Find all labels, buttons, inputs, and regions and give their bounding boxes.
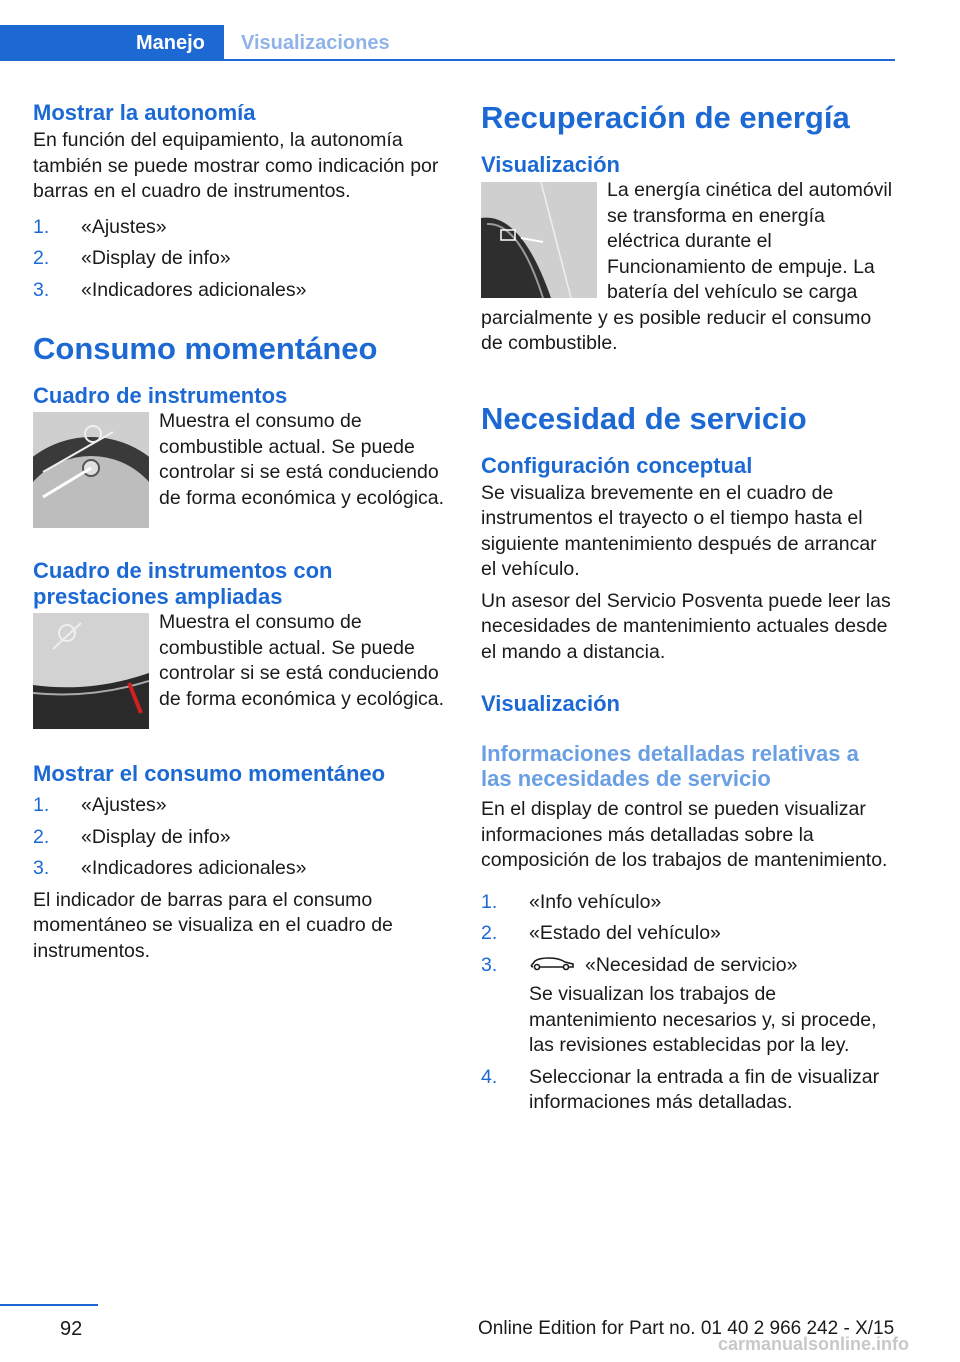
config-text-1: Se visualiza brevemente en el cuadro de instrumentos el trayecto o el tiempo hasta el siguiente mantenimiento después de arrancar el vehículo. — [481, 481, 877, 580]
header-rule — [224, 59, 895, 61]
servicio-heading: Necesidad de servicio — [481, 400, 807, 436]
header-tab-visualizaciones[interactable]: Visualizaciones — [241, 32, 390, 54]
edition-text: Online Edition for Part no. 01 40 2 966 242 - X/15 — [478, 1318, 895, 1339]
car-outline-icon — [529, 953, 575, 979]
list-item: 3. «Necesidad de servicio» Se visualizan los trabajos de mantenimiento necesarios y, si procede, las revisiones establecidas por la ley. — [481, 953, 895, 1059]
step-3-subtext: Se visualizan los trabajos de mantenimiento necesarios y, si procede, las revisiones establecidas por la ley. — [529, 983, 877, 1057]
list-item: 1. «Info vehículo» — [481, 890, 662, 913]
cuadro-text: Muestra el consumo de combustible actual. Se puede controlar si se está conduciendo de forma económica y ecológica. — [159, 410, 445, 509]
info-heading: Informaciones detalladas relativas a las necesidades de servicio — [481, 741, 859, 791]
ampliadas-figure-block — [33, 610, 451, 733]
watermark: carmanualsonline.info — [718, 1334, 910, 1354]
list-item: 1. «Ajustes» — [33, 794, 167, 816]
page-number: 92 — [60, 1318, 83, 1340]
servicio-steps — [481, 890, 895, 1116]
list-item: 2. «Display de info» — [33, 825, 231, 848]
config-heading: Configuración conceptual — [481, 452, 753, 478]
recuperacion-figure-block — [481, 178, 895, 357]
list-item: 3. «Indicadores adicionales» — [33, 857, 307, 879]
consumo-after-text: El indicador de barras para el consumo momentáneo se visualiza en el cuadro de instrumentos. — [33, 888, 393, 962]
gauge-extended-image — [33, 613, 149, 729]
recuperacion-heading: Recuperación de energía — [481, 100, 850, 135]
left-column — [33, 100, 451, 964]
list-item: 2. «Display de info» — [33, 247, 231, 269]
ampliadas-heading: Cuadro de instrumentos con prestaciones ampliadas — [33, 558, 333, 609]
autonomia-heading: Mostrar la autonomía — [33, 100, 256, 125]
page-header — [0, 25, 895, 61]
consumo-heading: Consumo momentáneo — [33, 331, 378, 366]
efficient-dynamics-image — [481, 182, 597, 298]
consumo-steps — [33, 793, 451, 882]
config-text-2: Un asesor del Servicio Posventa puede leer las necesidades de mantenimiento actuales desde el mando a distancia. — [481, 589, 891, 663]
ampliadas-text: Muestra el consumo de combustible actual. Se puede controlar si se está conduciendo de forma económica y ecológica. — [159, 611, 445, 710]
list-item: 1. «Ajustes» — [33, 215, 167, 238]
info-text: En el display de control se pueden visualizar informaciones más detalladas sobre la composición de los trabajos de mantenimiento. — [481, 798, 888, 871]
list-item: 4. Seleccionar la entrada a fin de visualizar informaciones más detalladas. — [481, 1065, 880, 1114]
list-item: 2. «Estado del vehículo» — [481, 922, 721, 944]
right-column — [481, 100, 895, 1122]
cuadro-heading: Cuadro de instrumentos — [33, 383, 288, 408]
mostrar-consumo-heading: Mostrar el consumo momentáneo — [33, 761, 386, 786]
autonomia-text: En función del equipamiento, la autonomía también se puede mostrar como indicación por barras en el cuadro de instrumentos. — [33, 129, 439, 202]
visualizacion-heading: Visualización — [481, 691, 620, 716]
recuperacion-subheading: Visualización — [481, 152, 620, 177]
header-tab-manejo[interactable]: Manejo — [136, 32, 205, 54]
footer-rule — [0, 1304, 98, 1306]
list-item: 3. «Indicadores adicionales» — [33, 278, 307, 301]
recuperacion-text: La energía cinética del automóvil se transforma en energía eléctrica durante el Funcionamiento de empuje. La batería del vehículo se carga parcialmente y es posible reducir el consumo de combustible. — [481, 179, 893, 354]
cuadro-figure-block — [33, 409, 451, 532]
gauge-image — [33, 412, 149, 528]
autonomia-steps — [33, 215, 451, 304]
